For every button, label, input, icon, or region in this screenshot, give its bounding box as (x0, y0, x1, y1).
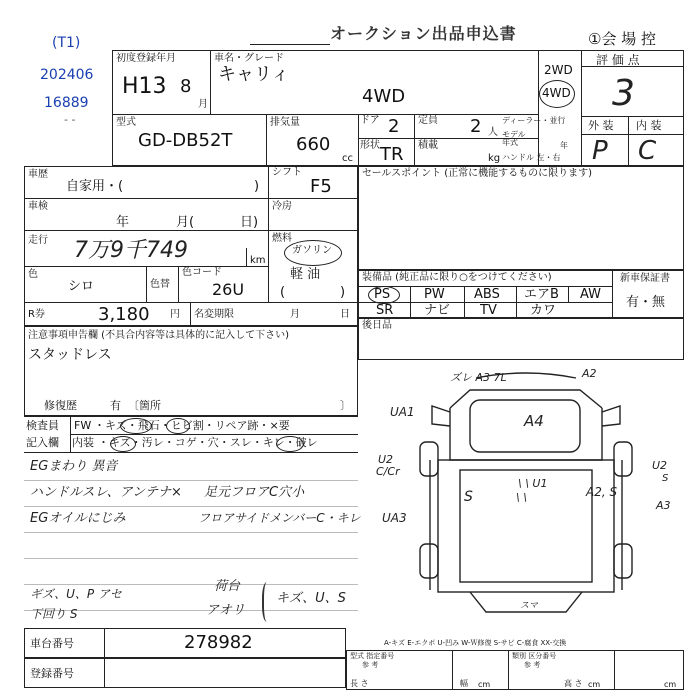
spec-label-1: 型式 指定番号 (350, 652, 395, 660)
new-warranty-label: 新車保証書 (620, 273, 670, 284)
handle-label: ハンドル 左・右 (502, 153, 561, 162)
diagram-mark-s-right: S (662, 473, 669, 484)
hand-note-1: EGまわり 異音 (30, 459, 118, 474)
car-name-value: キャリィ (218, 64, 290, 85)
hand-note-6b: アオリ (206, 603, 245, 618)
sales-point-label: セールスポイント (正常に機能するものに限ります) (362, 168, 593, 179)
capacity-unit: 人 (488, 127, 498, 138)
load-unit: kg (488, 153, 501, 164)
drive-4wd: 4WD (542, 86, 571, 100)
car-name-label: 車名・グレード (214, 53, 284, 64)
load-label: 積載 (418, 140, 438, 151)
form-title: オークション出品申込書 (330, 24, 517, 43)
hand-note-6a: 荷台 (214, 579, 241, 594)
inspector-row2-head: 内装 (72, 436, 94, 449)
color-code-label: 色コード (182, 267, 222, 278)
capacity-value: 2 (470, 116, 482, 137)
mileage-unit: km (250, 255, 266, 266)
shift-label: シフト (272, 167, 302, 178)
mileage-label: 走行 (28, 235, 48, 246)
diagram-mark-top2: A2 (582, 367, 597, 380)
equip-ps: PS (374, 287, 391, 302)
drive-2wd: 2WD (544, 63, 573, 77)
repair-part: 〔箇所 (128, 399, 161, 412)
hand-note-5: 下回り S (30, 607, 78, 621)
model-label: 型式 (116, 117, 136, 128)
first-reg-month-unit: 月 (198, 99, 208, 110)
capacity-label: 定員 (418, 115, 438, 126)
mileage-value: 7万9千749 (74, 238, 188, 263)
equip-tv: TV (480, 303, 497, 318)
grade-ext-label: 外 装 (588, 119, 614, 132)
stamp-line1: (T1) (52, 35, 81, 51)
first-reg-label: 初度登録年月 (116, 53, 176, 64)
color-label: 色 (28, 269, 38, 280)
diagram-mark-center2: \ \ (516, 491, 527, 504)
inspector-row2: ・キズ・汚レ・コゲ・穴・スレ・キレ・破レ (98, 436, 318, 449)
dealer-label: ディーラー・並行 (502, 116, 566, 125)
recycle-unit: 円 (170, 309, 180, 320)
inspection-month: 月( (176, 215, 195, 230)
venue-label: ①会 場 控 (588, 30, 656, 48)
recycle-value: 3,180 (98, 304, 150, 325)
inspector-label2: 記入欄 (26, 436, 59, 449)
auction-stamp (30, 30, 120, 130)
diagram-mark-s-left: S (464, 489, 473, 505)
grade-ext-value: P (592, 136, 608, 166)
displacement-unit: cc (342, 153, 353, 164)
equip-pw: PW (424, 287, 445, 302)
equip-sr: SR (376, 303, 394, 318)
chassis-value: 278982 (184, 632, 253, 653)
stamp-line4: - - (64, 113, 76, 126)
diagram-mark-u2: U2 (378, 453, 394, 466)
hand-note-6c: キズ、U、S (276, 591, 346, 606)
fuel-gas: ガソリン (292, 245, 332, 256)
diagram-mark-bottom: スマ (520, 601, 538, 611)
fuel-other-open: ( (280, 285, 286, 300)
name-change-day: 日 (340, 309, 350, 320)
grade-label: 評 価 点 (596, 53, 640, 67)
car-grade-value: 4WD (362, 86, 406, 107)
equip-navi: ナビ (424, 303, 451, 318)
diagram-mark-center1: \ \ U1 (518, 477, 548, 490)
inspector-label: 検査員 (26, 419, 59, 432)
name-change-label: 名変期限 (194, 309, 234, 320)
repair-value: 有 (110, 399, 121, 412)
new-warranty-value: 有・無 (626, 295, 666, 310)
spec-cm-2: cm (588, 680, 601, 689)
diagram-mark-u2r: U2 (652, 459, 668, 472)
color-value: シロ (68, 279, 95, 294)
diagram-mark-top1: ズレ A3 7L (450, 371, 507, 384)
hand-note-3b: フロアサイドメンバーC・キレ (198, 511, 361, 525)
notes-label: 注意事項申告欄 (不具合内容等は具体的に記入して下さい) (28, 330, 289, 341)
recycle-label: R券 (28, 309, 45, 320)
doors-label: ドア (360, 115, 380, 126)
color-num-label: 色替 (150, 279, 170, 290)
model-year-unit: 年 (560, 141, 568, 150)
stamp-line3: 16889 (44, 95, 89, 111)
spec-label-3: 類別 区分番号 (512, 652, 557, 660)
fuel-label: 燃料 (272, 233, 292, 244)
grade-int-label: 内 装 (636, 119, 662, 132)
spec-cm-3: cm (664, 680, 677, 689)
equip-leather: カワ (530, 303, 557, 318)
spec-label-2: 参 考 (362, 661, 379, 669)
damage-legend: A-キズ E-エクボ U-凹み W-Ｗ修復 S-サビ C-腐食 XX-交換 (384, 639, 567, 647)
spec-cm-1: cm (478, 680, 491, 689)
hand-note-4: ギズ、U、P アセ (30, 587, 122, 601)
inspector-row1: ・キズ・飛石・ヒビ割・リペア跡・×要 (94, 419, 290, 432)
spec-height: 高 さ (564, 679, 583, 688)
equip-abs: ABS (474, 287, 500, 302)
hand-note-3: EGオイルにじみ (30, 511, 126, 526)
diagram-mark-ua3: UA3 (382, 511, 407, 525)
fuel-other-close: ) (340, 285, 346, 300)
vehicle-type-value: 自家用・( (66, 179, 124, 194)
title-underline (250, 44, 330, 45)
doors-value: 2 (388, 116, 400, 137)
first-reg-month: 8 (180, 76, 192, 97)
stamp-line2: 202406 (40, 67, 94, 83)
diagram-mark-a4: A4 (524, 412, 544, 430)
color-code-value: 26U (212, 280, 245, 299)
repair-close: 〕 (340, 399, 351, 412)
inspection-day: 日) (240, 215, 259, 230)
displacement-value: 660 (296, 134, 331, 155)
first-reg-year: H13 (122, 74, 167, 99)
name-change-month: 月 (290, 309, 300, 320)
equip-airbag: エアB (524, 287, 559, 302)
diagram-mark-a3r: A3 (656, 499, 671, 512)
grade-int-value: C (638, 136, 657, 166)
model-value: GD-DB52T (138, 130, 233, 151)
diagram-mark-cr: C/Cr (376, 465, 400, 478)
spec-label-4: 参 考 (524, 661, 541, 669)
vehicle-type-label: 車歴 (28, 169, 48, 180)
hand-note-2b: 足元フロアC穴小 (204, 485, 305, 500)
spec-width: 幅 (460, 679, 468, 688)
grade-score: 3 (612, 73, 635, 114)
inspection-label: 車検 (28, 201, 48, 212)
inspector-row1-head: FW (74, 419, 92, 432)
fuel-diesel: 軽 油 (290, 267, 321, 282)
sales-point-box (358, 166, 684, 270)
diagram-mark-ua1: UA1 (390, 405, 415, 419)
repair-label: 修復歴 (44, 399, 77, 412)
spec-length: 長 さ (350, 679, 369, 688)
equipment-label: 装備品 (純正品に限り○をつけてください) (362, 272, 552, 283)
diagram-mark-a2s: A2, S (586, 485, 618, 499)
equip-aw: AW (580, 287, 602, 302)
cooling-label: 冷房 (272, 201, 292, 212)
model-year-label: モデル年式 (502, 130, 526, 147)
shape-label: 形状 (360, 140, 380, 151)
hand-note-2: ハンドルスレ、アンテナ× (30, 485, 182, 500)
rear-item-label: 後日品 (362, 320, 392, 331)
reg-no-label: 登録番号 (30, 667, 74, 680)
shape-value: TR (380, 144, 404, 165)
vehicle-type-close: ) (254, 179, 260, 194)
chassis-label: 車台番号 (30, 637, 74, 650)
notes-value: スタッドレス (28, 347, 112, 363)
shift-value: F5 (310, 176, 332, 197)
inspection-year: 年 (116, 215, 130, 230)
displacement-label: 排気量 (270, 117, 300, 128)
rear-item-box (358, 318, 684, 360)
car-damage-diagram (370, 360, 690, 630)
